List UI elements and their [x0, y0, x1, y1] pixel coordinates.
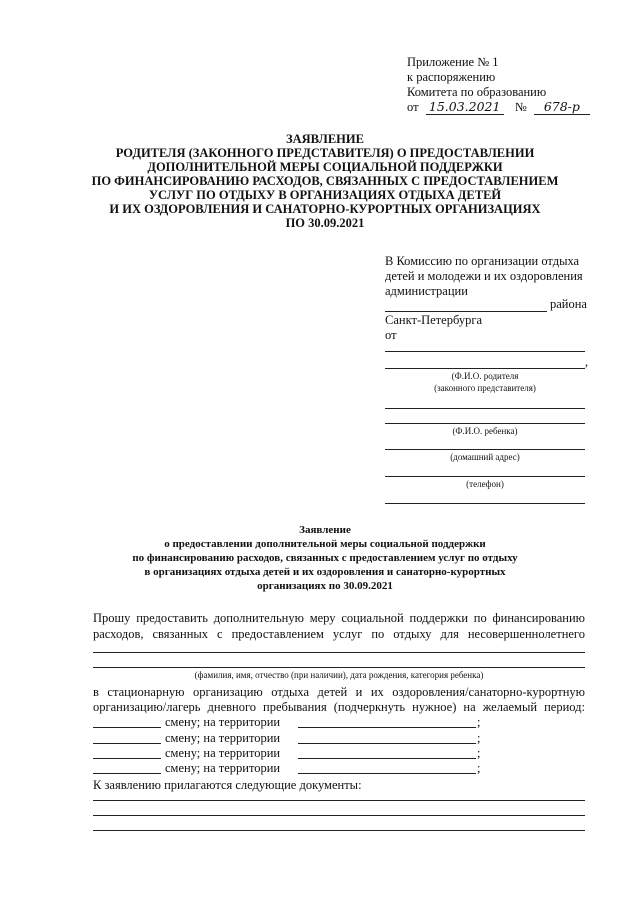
- child-name-blank-2[interactable]: [385, 423, 585, 424]
- statement-title-line: по финансированию расходов, связанных с предоставлением услуг по отдыху: [132, 552, 518, 564]
- main-title-line: ПО ФИНАНСИРОВАНИЮ РАСХОДОВ, СВЯЗАННЫХ С ПРЕДОСТАВЛЕНИЕМ: [91, 174, 559, 188]
- statement-title-line: Заявление: [299, 524, 351, 536]
- appendix-line-1: Приложение № 1: [407, 55, 499, 69]
- main-title-line: РОДИТЕЛЯ (ЗАКОННОГО ПРЕДСТАВИТЕЛЯ) О ПРЕДОСТАВЛЕНИИ: [115, 146, 535, 160]
- statement-title: [70, 523, 580, 593]
- main-title-line: УСЛУГ ПО ОТДЫХУ В ОРГАНИЗАЦИЯХ ОТДЫХА ДЕТЕЙ: [148, 188, 502, 202]
- shift-number-blank[interactable]: [93, 727, 161, 728]
- parent-name-blank-2[interactable]: [385, 368, 585, 369]
- para2-line-2: организацию/лагерь дневного пребывания (подчеркнуть нужное) на желаемый период:: [93, 700, 585, 714]
- documents-blank-1[interactable]: [93, 800, 585, 801]
- main-title-line: ЗАЯВЛЕНИЕ: [286, 132, 364, 146]
- district-word: района: [550, 297, 587, 311]
- statement-title-line: организациях по 30.09.2021: [257, 580, 393, 592]
- shift-semicolon: ;: [477, 731, 481, 745]
- shift-number-blank[interactable]: [93, 743, 161, 744]
- child-name-blank-1[interactable]: [385, 408, 585, 409]
- addressee-line-3: администрации: [385, 284, 468, 298]
- territory-blank[interactable]: [298, 727, 476, 728]
- documents-blank-2[interactable]: [93, 815, 585, 816]
- parent-caption-2: (законного представителя): [434, 383, 536, 393]
- shift-row: [93, 746, 493, 761]
- parent-caption-1: (Ф.И.О. родителя: [451, 371, 519, 381]
- comma: ,: [585, 355, 589, 369]
- address-blank[interactable]: [385, 449, 585, 450]
- city: Санкт-Петербурга: [385, 313, 483, 327]
- documents-blank-3[interactable]: [93, 830, 585, 831]
- shift-text: смену; на территории: [165, 715, 281, 729]
- shift-text: смену; на территории: [165, 746, 281, 760]
- para2-line-1: в стационарную организацию отдыха детей и их оздоровления/санаторно-курортную: [93, 685, 585, 699]
- appendix-line-3: Комитета по образованию: [407, 85, 547, 99]
- shift-row: [93, 731, 493, 746]
- addressee-line-1: В Комиссию по организации отдыха: [385, 254, 580, 268]
- extra-blank[interactable]: [385, 503, 585, 504]
- main-title: [60, 132, 590, 230]
- statement-title-line: о предоставлении дополнительной меры социальной поддержки: [164, 538, 486, 550]
- appendix-date-row: [407, 100, 590, 115]
- shift-text: смену; на территории: [165, 761, 281, 775]
- shift-row: [93, 761, 493, 776]
- date-value: 15.03.2021: [426, 100, 504, 115]
- child-caption: (Ф.И.О. ребенка): [452, 426, 518, 436]
- number-value: 678-р: [534, 100, 590, 115]
- para1-line-1: Прошу предоставить дополнительную меру социальной поддержки по финансированию: [93, 611, 585, 625]
- phone-caption: (телефон): [466, 479, 504, 489]
- appendix-line-2: к распоряжению: [407, 70, 496, 84]
- phone-blank[interactable]: [385, 476, 585, 477]
- number-prefix: №: [514, 100, 527, 114]
- shift-text: смену; на территории: [165, 731, 281, 745]
- shift-number-blank[interactable]: [93, 773, 161, 774]
- shift-semicolon: ;: [477, 761, 481, 775]
- date-prefix: от: [407, 100, 419, 114]
- documents-label: К заявлению прилагаются следующие документы:: [93, 778, 362, 792]
- main-title-line: ПО 30.09.2021: [285, 216, 365, 230]
- statement-title-line: в организациях отдыха детей и их оздоровления и санаторно-курортных: [144, 566, 506, 578]
- territory-blank[interactable]: [298, 773, 476, 774]
- shift-number-blank[interactable]: [93, 758, 161, 759]
- addressee-line-2: детей и молодежи и их оздоровления: [385, 269, 583, 283]
- from-label: от: [385, 328, 397, 342]
- child-info-caption: (фамилия, имя, отчество (при наличии), дата рождения, категория ребенка): [194, 670, 484, 680]
- child-info-blank-1[interactable]: [93, 652, 585, 653]
- shift-row: [93, 715, 493, 730]
- territory-blank[interactable]: [298, 743, 476, 744]
- child-info-blank-2[interactable]: [93, 667, 585, 668]
- shift-semicolon: ;: [477, 715, 481, 729]
- main-title-line: И ИХ ОЗДОРОВЛЕНИЯ И САНАТОРНО-КУРОРТНЫХ ОРГАНИЗАЦИЯХ: [109, 202, 541, 216]
- parent-name-blank-1[interactable]: [385, 351, 585, 352]
- territory-blank[interactable]: [298, 758, 476, 759]
- district-blank[interactable]: [385, 311, 547, 312]
- address-caption: (домашний адрес): [450, 452, 520, 462]
- shift-semicolon: ;: [477, 746, 481, 760]
- para1-line-2: расходов, связанных с предоставлением услуг по отдыху для несовершеннолетнего: [93, 627, 585, 641]
- main-title-line: ДОПОЛНИТЕЛЬНОЙ МЕРЫ СОЦИАЛЬНОЙ ПОДДЕРЖКИ: [147, 160, 503, 174]
